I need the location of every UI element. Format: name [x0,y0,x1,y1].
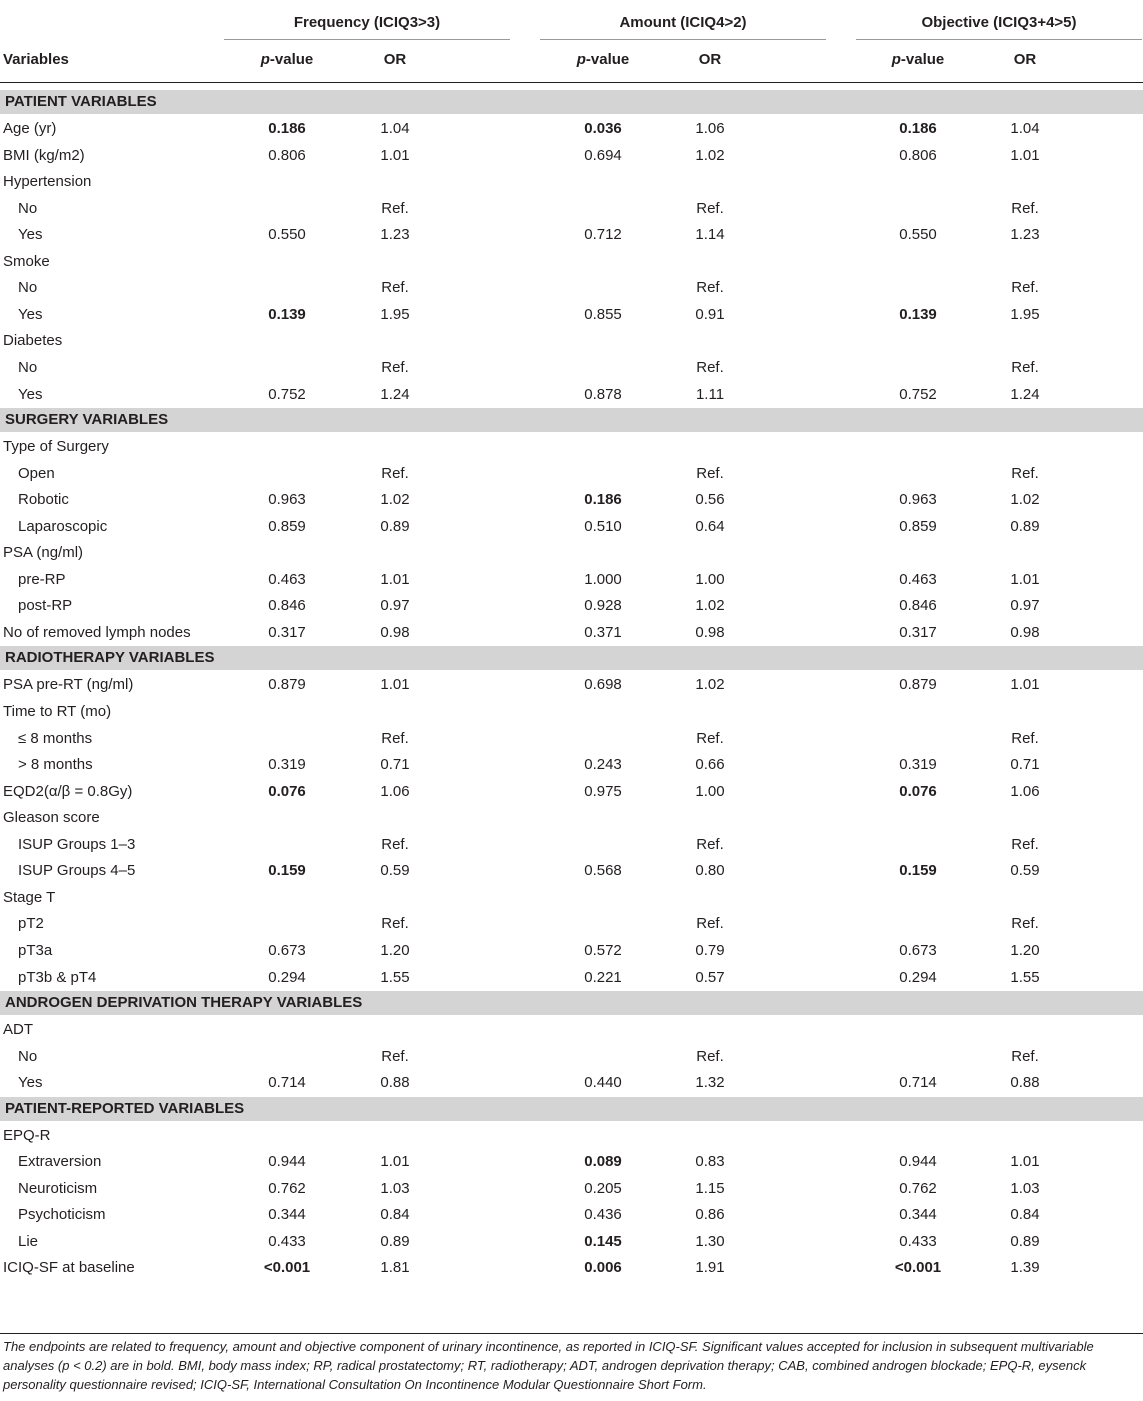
table-row [0,1255,1143,1282]
or-cell: 0.59 [1010,862,1040,880]
or-cell: 1.01 [1010,676,1040,694]
table-row [0,1149,1143,1176]
p-value-cell: 0.572 [584,941,622,959]
table-row [0,169,1143,196]
p-value-cell: 0.510 [584,517,622,535]
p-value-cell: 0.319 [268,756,306,774]
p-value-cell: 0.186 [268,120,306,137]
or-cell: 0.57 [695,968,725,986]
table-row [0,779,1143,806]
or-cell: 1.00 [695,782,725,800]
p-value-cell: 0.294 [268,968,306,986]
or-cell: 0.56 [695,491,725,509]
variable-label: No [18,358,38,376]
section-label: SURGERY VARIABLES [5,411,169,429]
variable-label: Robotic [18,491,69,509]
variable-label: Hypertension [3,173,92,191]
or-cell: 1.15 [695,1179,725,1197]
or-cell: 1.01 [380,676,410,694]
p-value-cell: 0.806 [899,146,937,164]
p-value-cell: 0.568 [584,862,622,880]
table-row [0,222,1143,249]
or-cell: 0.88 [1010,1074,1040,1092]
table-row [0,938,1143,965]
table-footnote: The endpoints are related to frequency, amount and objective component of urinary incontinence, as reported in ICIQ-SF. Significant values accepted for inclusion in subsequent multivariable analyses (p < 0.2) are in bold. BMI, body mass index; RP, radical prostatectomy; RT, radiotherapy; ADT, androgen deprivation therapy; CAB, combined androgen blockade; EPQ-R, eysenck personality questionnaire revised; ICIQ-SF, International Consultation On Incontinence Modular Questionnaire Short Form. [3,1339,1094,1392]
or-cell: Ref. [1011,1047,1039,1065]
or-cell: 0.83 [695,1153,725,1171]
or-cell: 1.01 [1010,570,1040,588]
p-value-cell: 0.036 [584,120,622,137]
p-value-cell: 0.698 [584,676,622,694]
variable-label: No [18,279,38,297]
or-cell: 1.02 [695,676,725,694]
variable-label: pT3a [18,941,53,959]
or-cell: Ref. [696,729,724,747]
p-value-cell: 0.673 [899,941,937,959]
p-value-header [261,51,314,68]
p-value-cell: 0.846 [899,597,937,615]
p-value-cell: 0.859 [899,517,937,535]
or-cell: 0.89 [1010,517,1040,535]
or-cell: 0.89 [380,1232,410,1250]
variable-label: Smoke [3,252,50,270]
or-cell: 0.86 [695,1206,725,1224]
p-value-cell: 0.159 [899,862,937,880]
or-cell: 1.55 [1010,968,1040,986]
p-value-cell: 0.294 [899,968,937,986]
table-row [0,249,1143,276]
p-value-cell: 0.694 [584,146,622,164]
or-cell: 1.24 [380,385,410,403]
p-value-cell: <0.001 [894,1259,942,1277]
p-value-cell: 0.859 [268,517,306,535]
section-header-row [0,646,1143,670]
or-cell: Ref. [1011,358,1039,376]
or-cell: Ref. [1011,279,1039,297]
table-row [0,620,1143,647]
or-cell: 0.91 [695,305,725,323]
p-symbol: p [260,51,270,68]
table-row [0,143,1143,170]
section-label: RADIOTHERAPY VARIABLES [5,649,215,667]
or-cell: 1.20 [1010,941,1040,959]
or-cell: 0.66 [695,756,725,774]
variable-label: Yes [18,305,43,323]
p-value-cell: 0.205 [584,1179,622,1197]
or-cell: Ref. [696,915,724,933]
p-value-cell: 0.878 [584,385,622,403]
variable-label: Extraversion [18,1153,102,1171]
table-row [0,1044,1143,1071]
group-header-objective: Objective (ICIQ3+4>5) [921,14,1077,31]
variable-label: Psychoticism [18,1206,106,1224]
or-cell: 0.89 [380,517,410,535]
p-value-cell: 0.139 [268,305,306,323]
p-value-suffix: -value [900,51,945,68]
or-header: OR [698,51,722,68]
p-value-cell: 0.762 [268,1179,306,1197]
p-value-cell: 0.855 [584,305,622,323]
variable-label: Stage T [3,888,56,906]
section-header-row [0,408,1143,432]
variable-label: Yes [18,385,43,403]
or-cell: Ref. [381,1047,409,1065]
p-value-cell: 0.928 [584,597,622,615]
p-value-cell: 0.846 [268,597,306,615]
section-header-row [0,90,1143,114]
or-cell: 0.84 [1010,1206,1040,1224]
or-cell: 1.01 [380,1153,410,1171]
p-value-header [892,51,945,68]
p-value-cell: 1.000 [584,570,622,588]
or-cell: 1.91 [695,1259,725,1277]
or-cell: 1.20 [380,941,410,959]
p-value-cell: 0.076 [268,782,306,800]
p-value-cell: 0.139 [899,305,937,323]
or-cell: 1.01 [1010,1153,1040,1171]
variable-label: PSA pre-RT (ng/ml) [3,676,134,694]
or-cell: 0.84 [380,1206,410,1224]
p-value-cell: 0.433 [268,1232,306,1250]
or-cell: Ref. [381,729,409,747]
p-value-suffix: -value [269,51,314,68]
p-value-cell: 0.243 [584,756,622,774]
variable-label: No [18,199,38,217]
or-cell: 1.11 [695,385,725,403]
or-cell: Ref. [1011,835,1039,853]
or-cell: 1.95 [1010,305,1040,323]
or-cell: 0.97 [380,597,410,615]
p-value-cell: 0.714 [268,1074,306,1092]
or-cell: 1.06 [695,120,725,137]
or-cell: 1.01 [380,146,410,164]
variable-label: ADT [3,1021,33,1039]
p-value-cell: 0.714 [899,1074,937,1092]
p-symbol: p [576,51,586,68]
or-cell: 1.02 [1010,491,1040,509]
p-value-cell: 0.076 [899,782,937,800]
or-cell: 1.39 [1010,1259,1040,1277]
or-cell: 1.14 [695,226,725,244]
or-cell: Ref. [381,199,409,217]
section-label: PATIENT VARIABLES [5,93,157,110]
section-label: PATIENT-REPORTED VARIABLES [5,1099,245,1117]
or-cell: 1.32 [695,1074,725,1092]
section-header-row [0,991,1143,1015]
table-row [0,355,1143,382]
variable-label: Type of Surgery [3,438,109,456]
or-cell: Ref. [696,835,724,853]
p-value-cell: 0.963 [899,491,937,509]
section-header-row [0,1097,1143,1121]
or-cell: 0.71 [1010,756,1040,774]
or-cell: 1.55 [380,968,410,986]
variables-header: Variables [3,51,69,68]
or-cell: Ref. [696,1047,724,1065]
table-row [0,567,1143,594]
or-header: OR [1013,51,1037,68]
table-row [0,1229,1143,1256]
p-value-suffix: -value [585,51,630,68]
table-row [0,832,1143,859]
p-value-cell: 0.436 [584,1206,622,1224]
table-row [0,328,1143,355]
p-value-cell: 0.944 [899,1153,937,1171]
p-value-cell: 0.440 [584,1074,622,1092]
variable-label: pre-RP [18,570,66,588]
or-cell: Ref. [381,279,409,297]
p-value-cell: 0.006 [584,1259,622,1277]
or-cell: 1.01 [380,570,410,588]
group-header-frequency: Frequency (ICIQ3>3) [293,14,441,31]
p-value-cell: 0.963 [268,491,306,509]
or-cell: 1.23 [1010,226,1040,244]
or-cell: 1.03 [380,1179,410,1197]
p-value-cell: 0.371 [584,623,622,641]
or-cell: Ref. [381,464,409,482]
table-row [0,116,1143,143]
table-row [0,1202,1143,1229]
table-row [0,1176,1143,1203]
or-cell: 0.71 [380,756,410,774]
p-value-cell: 0.762 [899,1179,937,1197]
variable-label: Yes [18,1074,43,1092]
table-row [0,514,1143,541]
or-cell: Ref. [1011,199,1039,217]
variable-label: No of removed lymph nodes [3,623,191,641]
or-cell: 0.88 [380,1074,410,1092]
p-value-cell: 0.752 [899,385,937,403]
variable-label: > 8 months [18,756,93,774]
or-cell: 1.02 [695,597,725,615]
p-value-cell: 0.186 [584,491,622,509]
variable-label: Age (yr) [3,120,57,137]
table-row [0,540,1143,567]
or-cell: Ref. [1011,729,1039,747]
p-value-cell: <0.001 [263,1259,311,1277]
variable-label: PSA (ng/ml) [3,544,84,562]
table-bottom-rule [0,1333,1143,1334]
or-cell: 0.64 [695,517,725,535]
p-value-cell: 0.550 [899,226,937,244]
p-value-cell: 0.463 [899,570,937,588]
or-cell: 1.00 [695,570,725,588]
variable-label: ICIQ-SF at baseline [3,1259,135,1277]
or-cell: Ref. [381,358,409,376]
or-header: OR [383,51,407,68]
table-row [0,1123,1143,1150]
variable-label: Time to RT (mo) [3,703,112,720]
or-cell: 0.98 [695,623,725,641]
or-cell: 1.06 [1010,782,1040,800]
or-cell: Ref. [1011,915,1039,933]
or-cell: 1.02 [380,491,410,509]
variable-label: pT3b & pT4 [18,968,97,986]
or-cell: Ref. [696,358,724,376]
or-cell: 0.98 [380,623,410,641]
table-header-groups [0,0,1143,40]
p-value-cell: 0.975 [584,782,622,800]
variable-label: Gleason score [3,809,100,827]
p-value-cell: 0.344 [268,1206,306,1224]
variable-label: Neuroticism [18,1179,98,1197]
table-row [0,726,1143,753]
or-cell: Ref. [696,199,724,217]
p-value-cell: 0.221 [584,968,622,986]
p-value-cell: 0.944 [268,1153,306,1171]
or-cell: 1.30 [695,1232,725,1250]
table-row [0,593,1143,620]
p-value-cell: 0.186 [899,120,937,137]
table-row [0,911,1143,938]
or-cell: 1.01 [1010,146,1040,164]
table-row [0,487,1143,514]
or-cell: 1.06 [380,782,410,800]
p-value-cell: 0.550 [268,226,306,244]
or-cell: 1.04 [1010,120,1040,137]
or-cell: 1.81 [380,1259,410,1277]
or-cell: 1.95 [380,305,410,323]
table-row [0,672,1143,699]
variable-label: BMI (kg/m2) [3,146,85,164]
variable-label: No [18,1047,38,1065]
table-row [0,275,1143,302]
variable-label: Yes [18,226,43,244]
table-row [0,805,1143,832]
or-cell: Ref. [381,835,409,853]
table-row [0,858,1143,885]
p-value-cell: 0.806 [268,146,306,164]
or-cell: 0.89 [1010,1232,1040,1250]
variable-label: ≤ 8 months [18,729,93,747]
variable-label: EQD2(α/β = 0.8Gy) [3,782,133,800]
p-value-cell: 0.317 [899,623,937,641]
p-value-cell: 0.159 [268,862,306,880]
or-cell: 0.80 [695,862,725,880]
or-cell: Ref. [696,279,724,297]
or-cell: Ref. [696,464,724,482]
p-value-cell: 0.433 [899,1232,937,1250]
variable-label: EPQ-R [3,1126,51,1144]
table-header-columns [0,40,1143,83]
table-row [0,302,1143,329]
table-row [0,382,1143,409]
variable-label: ISUP Groups 1–3 [18,835,136,853]
or-cell: 1.04 [380,120,410,137]
variable-label: Lie [18,1232,39,1250]
table-row [0,434,1143,461]
p-value-cell: 0.879 [268,676,306,694]
p-value-cell: 0.344 [899,1206,937,1224]
p-value-cell: 0.673 [268,941,306,959]
p-value-cell: 0.752 [268,385,306,403]
table-row [0,752,1143,779]
p-value-cell: 0.317 [268,623,306,641]
or-cell: 1.02 [695,146,725,164]
table-row [0,699,1143,726]
or-cell: 1.23 [380,226,410,244]
or-cell: 1.03 [1010,1179,1040,1197]
or-cell: 0.59 [380,862,410,880]
variable-label: Laparoscopic [18,517,108,535]
p-value-cell: 0.712 [584,226,622,244]
table-row [0,1070,1143,1097]
or-cell: 0.97 [1010,597,1040,615]
or-cell: Ref. [1011,464,1039,482]
table-row [0,965,1143,992]
p-symbol: p [891,51,901,68]
variable-label: Diabetes [3,332,63,350]
variable-label: Open [18,464,55,482]
p-value-cell: 0.463 [268,570,306,588]
or-cell: 1.24 [1010,385,1040,403]
group-header-amount: Amount (ICIQ4>2) [619,14,747,31]
table-row [0,461,1143,488]
variable-label: post-RP [18,597,73,615]
p-value-cell: 0.879 [899,676,937,694]
or-cell: 0.79 [695,941,725,959]
section-label: ANDROGEN DEPRIVATION THERAPY VARIABLES [5,994,363,1012]
table-row [0,1017,1143,1044]
p-value-cell: 0.089 [584,1153,622,1171]
table-row [0,885,1143,912]
or-cell: Ref. [381,915,409,933]
p-value-cell: 0.145 [584,1232,622,1250]
variable-label: pT2 [18,915,44,933]
p-value-cell: 0.319 [899,756,937,774]
table-row [0,196,1143,223]
p-value-header [577,51,630,68]
variable-label: ISUP Groups 4–5 [18,862,136,880]
or-cell: 0.98 [1010,623,1040,641]
